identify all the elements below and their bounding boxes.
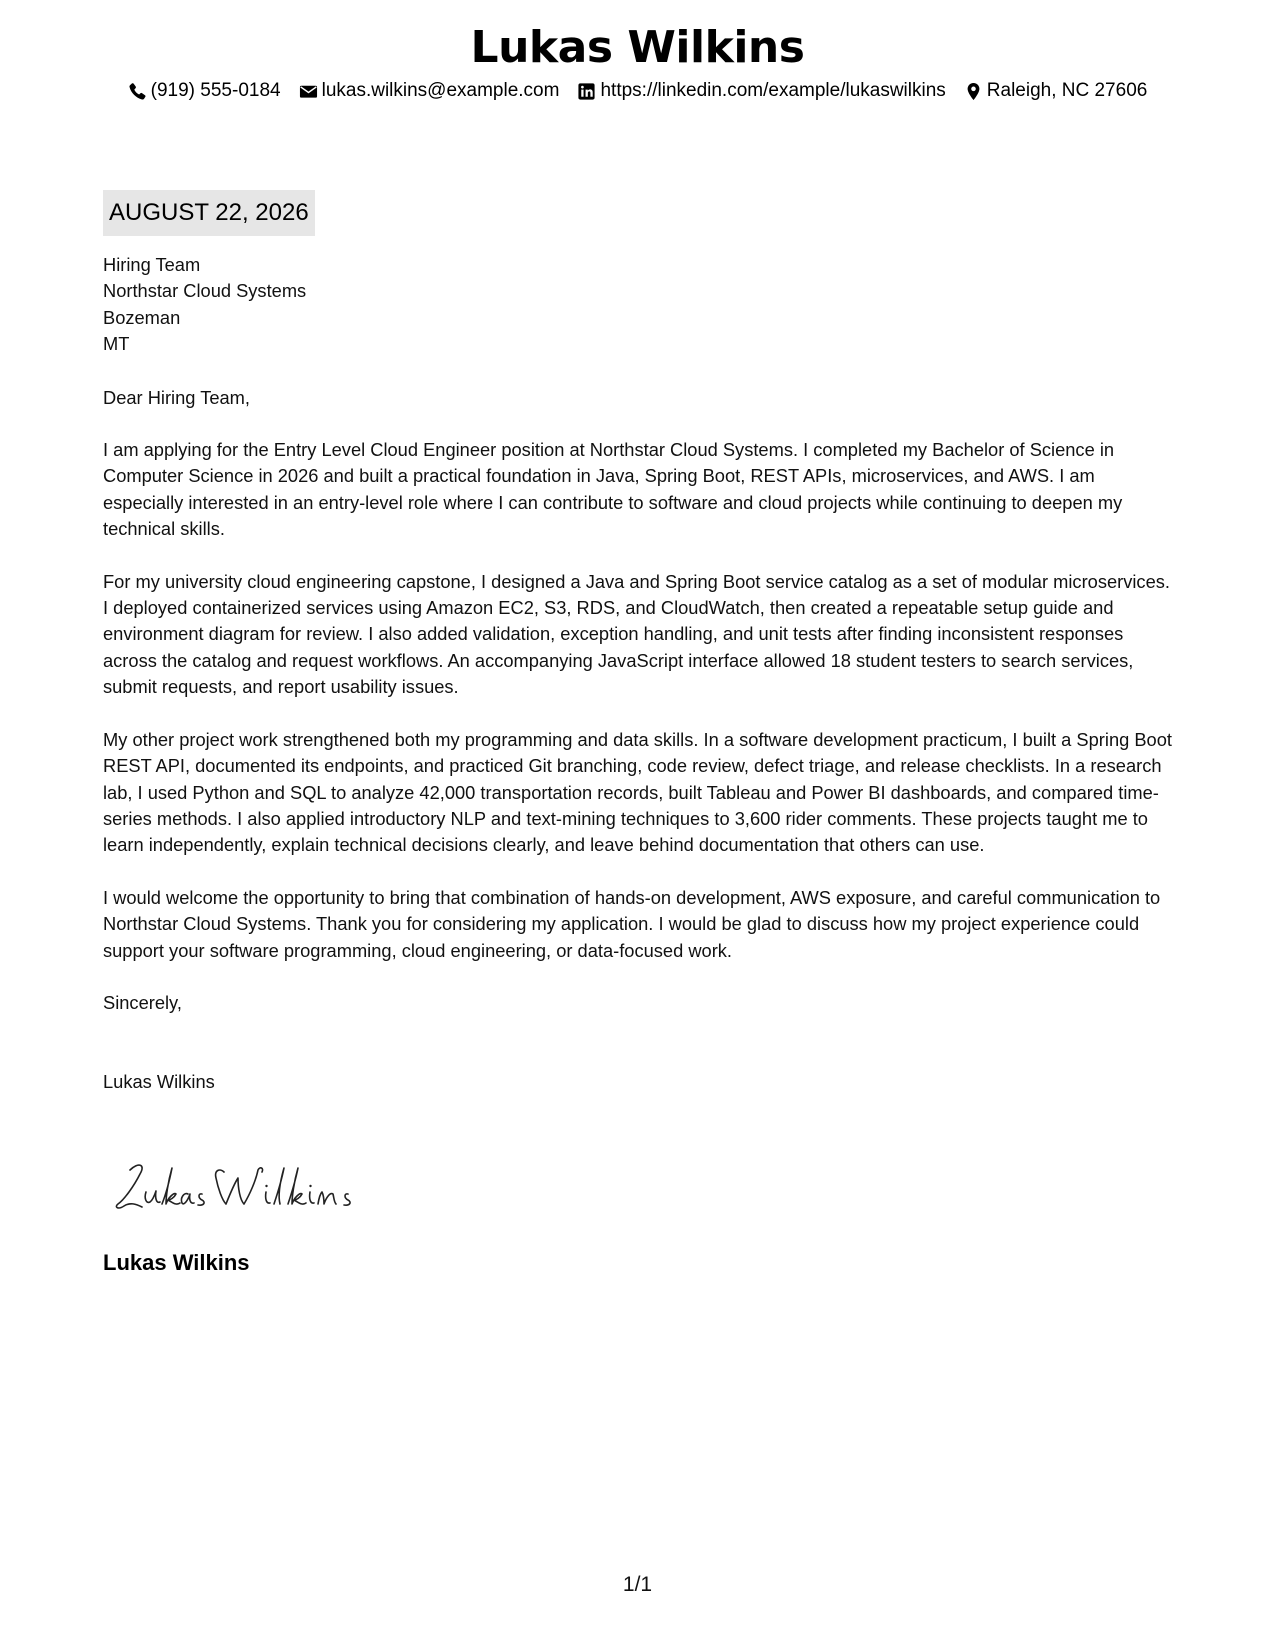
location-text: Raleigh, NC 27606 xyxy=(986,80,1148,101)
contact-phone xyxy=(128,78,281,104)
envelope-icon xyxy=(299,82,318,101)
phone-text: (919) 555-0184 xyxy=(150,80,281,101)
paragraph: For my university cloud engineering capstone, I designed a Java and Spring Boot service catalog as a set of modular microservices. I deployed containerized services using Amazon EC2, S3, RDS, and CloudWatch, then created a repeatable setup guide and environment diagram for review. I also added validation, exception handling, and unit tests after finding inconsistent responses across the catalog and request workflows. An accompanying JavaScript interface allowed 18 student testers to search services, submit requests, and report usability issues. xyxy=(103,570,1170,698)
recipient-line: Northstar Cloud Systems xyxy=(103,280,307,302)
contact-email[interactable] xyxy=(299,78,560,104)
page-number: 1/1 xyxy=(622,1573,653,1596)
recipient-line: MT xyxy=(103,333,130,355)
typed-name: Lukas Wilkins xyxy=(103,1071,215,1093)
recipient-block xyxy=(103,252,1178,358)
recipient-line: Bozeman xyxy=(103,306,181,328)
phone-icon xyxy=(128,82,147,101)
closing: Sincerely, xyxy=(103,991,182,1013)
signature-name: Lukas Wilkins xyxy=(103,1250,250,1275)
linkedin-icon xyxy=(577,82,596,101)
email-link[interactable]: lukas.wilkins@example.com xyxy=(321,80,560,101)
handwritten-signature xyxy=(112,1158,352,1220)
paragraph: I am applying for the Entry Level Cloud Engineer position at Northstar Cloud Systems. I completed my Bachelor of Science in Computer Science in 2026 and built a practical foundation in Java, Spring Boot, REST APIs, microservices, and AWS. I am especially interested in an entry-level role where I can contribute to software and cloud projects while continuing to deepen my technical skills. xyxy=(103,439,1123,540)
applicant-name-heading: Lukas Wilkins xyxy=(470,22,805,73)
contact-linkedin[interactable] xyxy=(577,78,945,104)
letter-body xyxy=(103,252,1178,1096)
contact-location xyxy=(964,78,1148,104)
recipient-line: Hiring Team xyxy=(103,254,201,275)
letter-date: AUGUST 22, 2026 xyxy=(103,190,315,236)
linkedin-link[interactable]: https://linkedin.com/example/lukaswilkins xyxy=(600,80,946,101)
paragraph: My other project work strengthened both my programming and data skills. In a software development practicum, I built a Spring Boot REST API, documented its endpoints, and practiced Git branching, code review, defect triage, and release checklists. In a research lab, I used Python and SQL to analyze 42,000 transportation records, built Tableau and Power BI dashboards, and compared time-series methods. I also applied introductory NLP and text-mining techniques to 3,600 rider comments. These projects taught me to learn independently, explain technical decisions clearly, and leave behind documentation that others can use. xyxy=(103,728,1172,856)
paragraph: I would welcome the opportunity to bring that combination of hands-on development, AWS exposure, and careful communication to Northstar Cloud Systems. Thank you for considering my application. I would be glad to discuss how my project experience could support your software programming, cloud engineering, or data-focused work. xyxy=(103,886,1161,961)
contact-info-row xyxy=(0,78,1275,104)
salutation: Dear Hiring Team, xyxy=(103,386,250,408)
map-pin-icon xyxy=(964,82,983,101)
